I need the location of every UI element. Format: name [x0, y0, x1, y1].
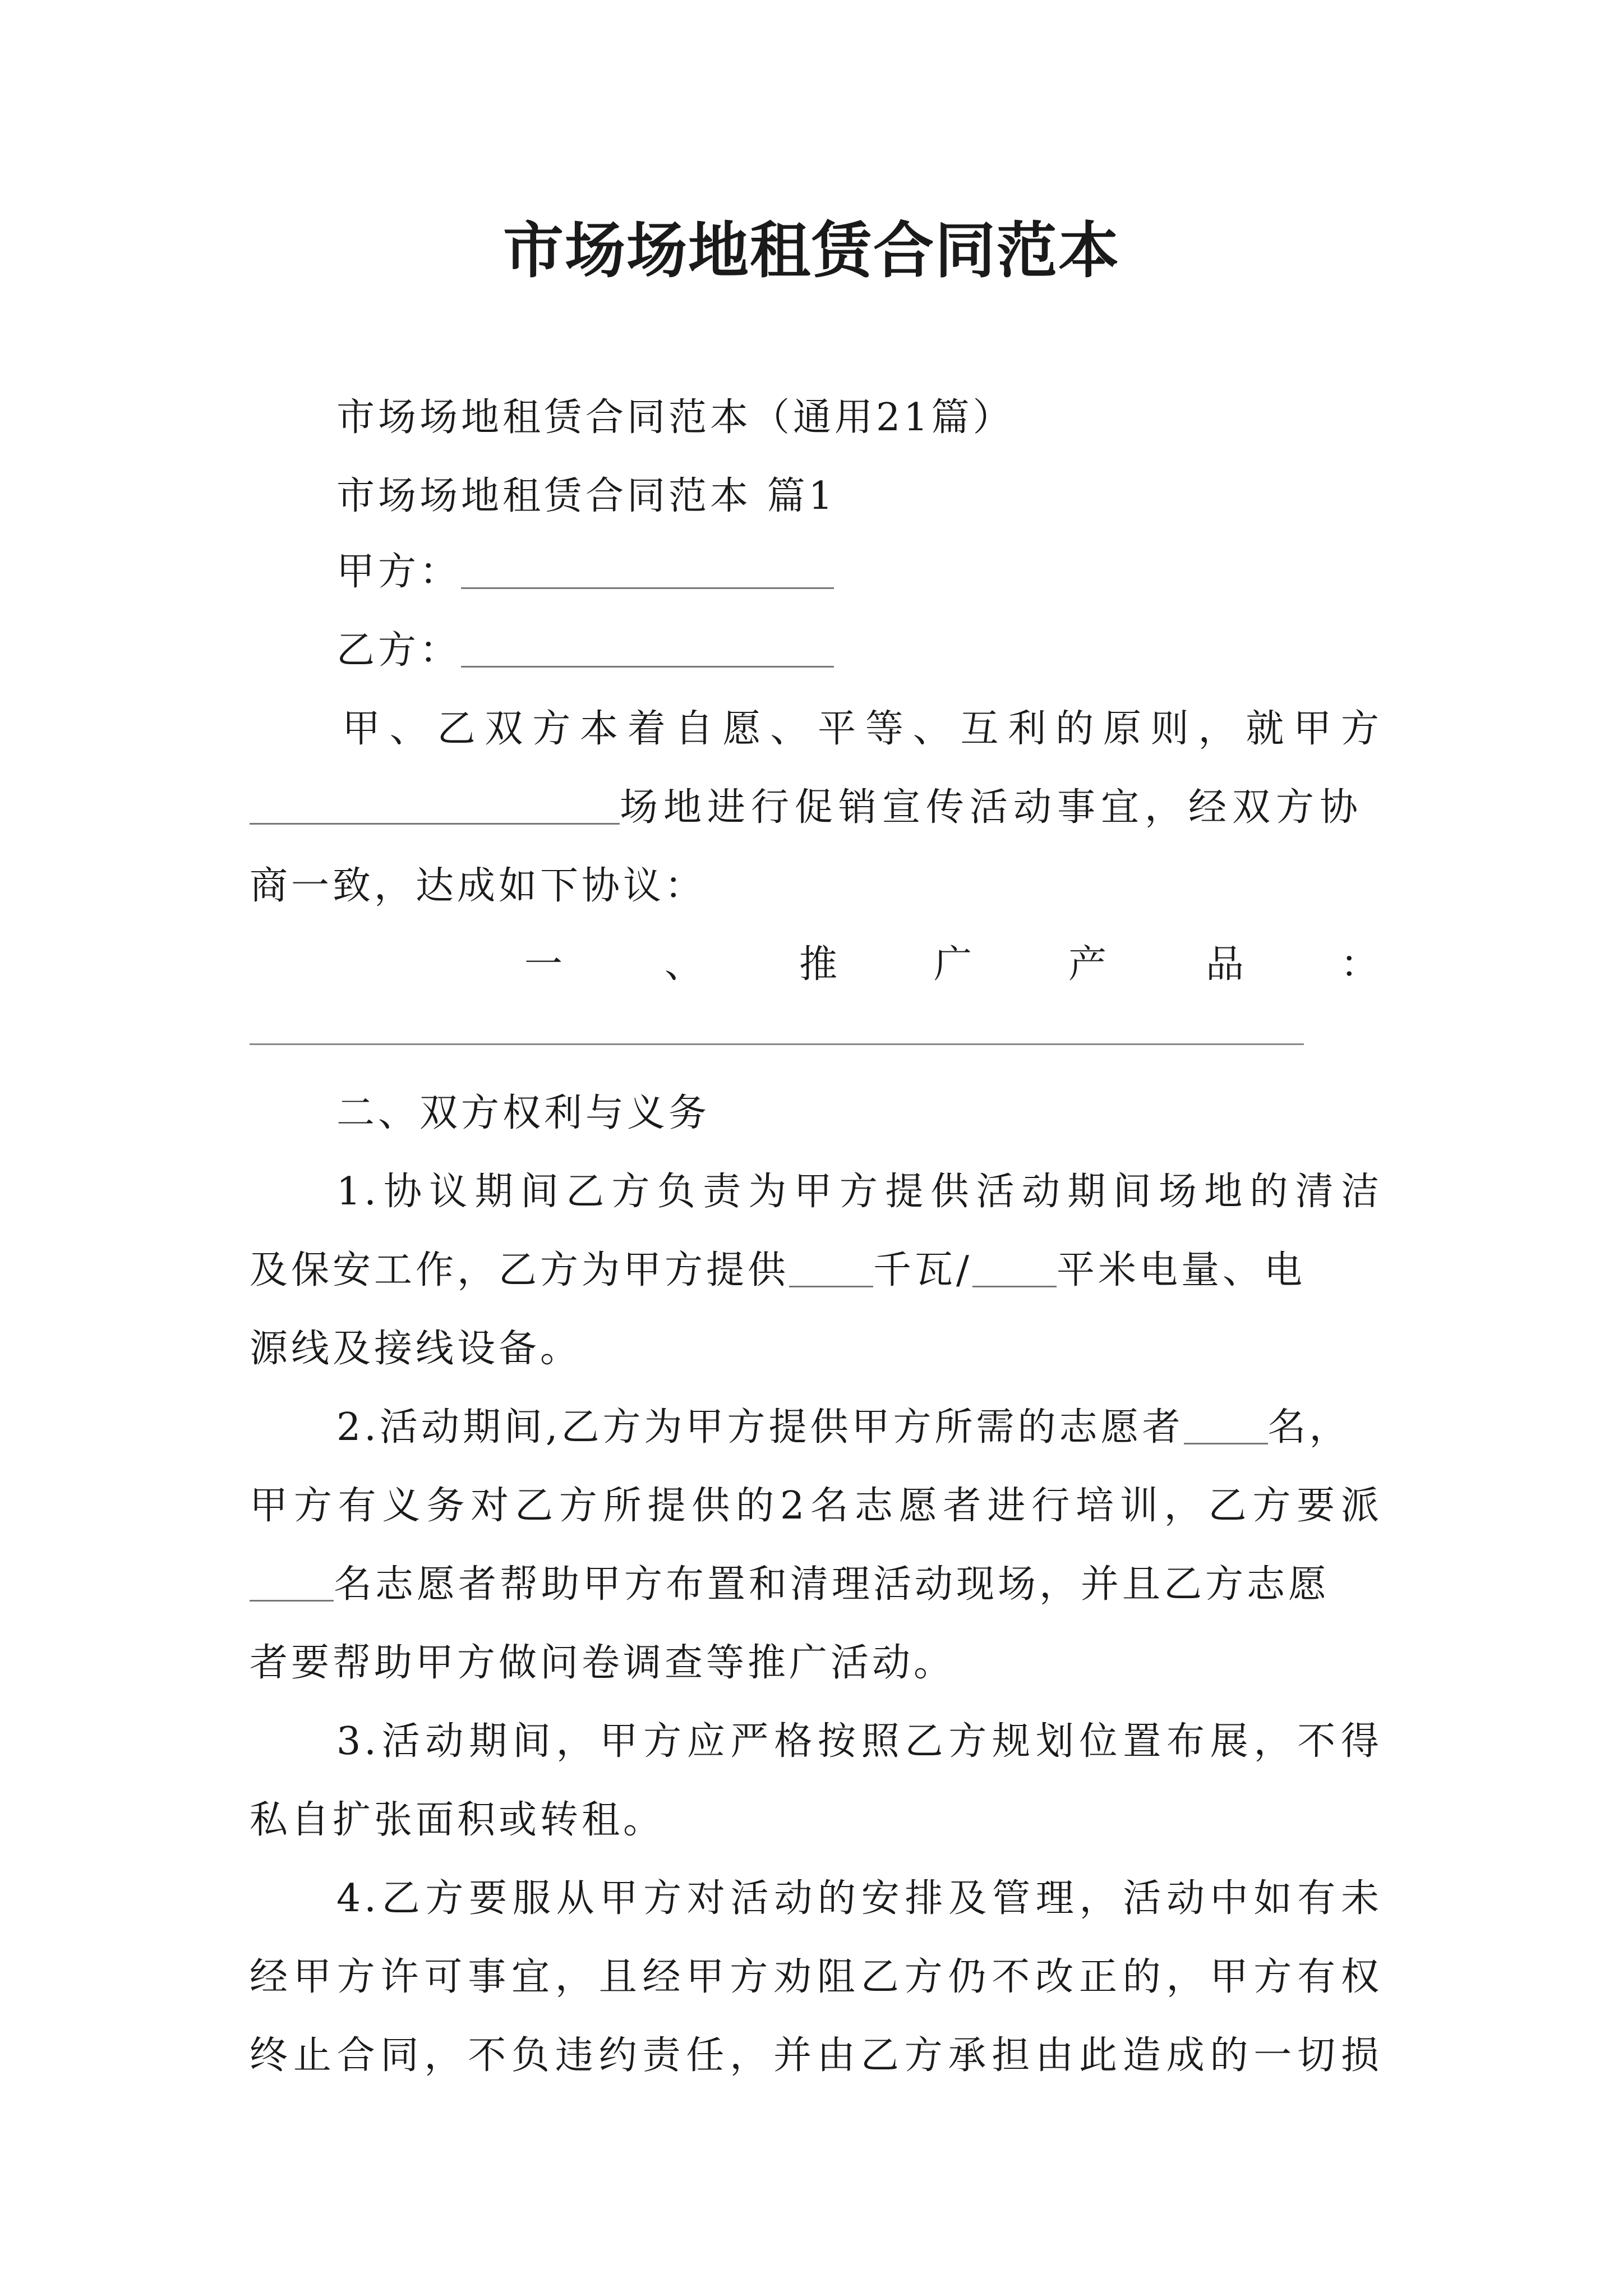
item1-line-1: 1.协议期间乙方负责为甲方提供活动期间场地的清洁 [336, 1170, 1382, 1214]
venue-blank [250, 792, 620, 825]
kilowatt-blank [789, 1254, 873, 1287]
item2-line-1-b: 名， [1267, 1405, 1351, 1450]
volunteer-count-blank [1184, 1411, 1268, 1444]
item1-line-2 [250, 1240, 1306, 1294]
item1-line-3: 源线及接线设备。 [250, 1327, 582, 1371]
product-blank-line [250, 1043, 1304, 1045]
clause1-char-5: 品 [1206, 942, 1244, 987]
party-b-line [336, 620, 834, 674]
clause1-char-1: 、 [665, 942, 703, 987]
document-subtitle: 市场场地租赁合同范本（通用21篇） [336, 395, 1015, 440]
item3-line-1: 3.活动期间，甲方应严格按照乙方规划位置布展，不得 [336, 1719, 1382, 1764]
item2-line-1-a: 2.活动期间,乙方为甲方提供甲方所需的志愿者 [336, 1405, 1184, 1450]
clause1-char-6: ： [1340, 942, 1379, 987]
item3-line-2: 私自扩张面积或转租。 [250, 1798, 665, 1842]
clause1-char-0: 一 [524, 942, 563, 987]
item2-line-2: 甲方有义务对乙方所提供的2名志愿者进行培训，乙方要派 [250, 1484, 1382, 1528]
item2-line-3 [250, 1554, 1330, 1608]
item4-line-2: 经甲方许可事宜，且经甲方劝阻乙方仍不改正的，甲方有权 [250, 1955, 1382, 1999]
dispatch-count-blank [250, 1568, 334, 1602]
document-title: 市场场地租赁合同范本 [502, 215, 1120, 286]
party-b-blank [461, 634, 834, 668]
item2-line-3-text: 名志愿者帮助甲方布置和清理活动现场，并且乙方志愿 [334, 1562, 1330, 1607]
item4-line-1: 4.乙方要服从甲方对活动的安排及管理，活动中如有未 [336, 1876, 1382, 1921]
intro-line-2 [250, 777, 1363, 831]
section-heading: 市场场地租赁合同范本 篇1 [336, 474, 836, 518]
area-blank [972, 1254, 1057, 1287]
item2-line-4: 者要帮助甲方做问卷调查等推广活动。 [250, 1641, 956, 1685]
intro-line-3: 商一致，达成如下协议： [250, 864, 707, 908]
item1-line-2-b: 千瓦/ [873, 1248, 972, 1292]
item1-line-2-c: 平米电量、电 [1056, 1248, 1306, 1292]
party-b-label: 乙方： [336, 628, 462, 673]
clause2-heading: 二、双方权利与义务 [336, 1091, 711, 1135]
clause1-char-2: 推 [799, 942, 838, 987]
item1-line-2-a: 及保安工作，乙方为甲方提供 [250, 1248, 790, 1292]
party-a-label: 甲方： [336, 550, 462, 594]
clause1-char-3: 广 [934, 942, 972, 987]
intro-line-2-text: 场地进行促销宣传活动事宜，经双方协 [620, 785, 1364, 830]
intro-line-1: 甲、乙双方本着自愿、平等、互利的原则，就甲方 [342, 707, 1382, 751]
item4-line-3: 终止合同，不负违约责任，并由乙方承担由此造成的一切损 [250, 2033, 1382, 2078]
clause1-char-4: 产 [1068, 942, 1107, 987]
item2-line-1 [336, 1397, 1351, 1451]
party-a-line [336, 541, 834, 596]
party-a-blank [461, 556, 834, 589]
